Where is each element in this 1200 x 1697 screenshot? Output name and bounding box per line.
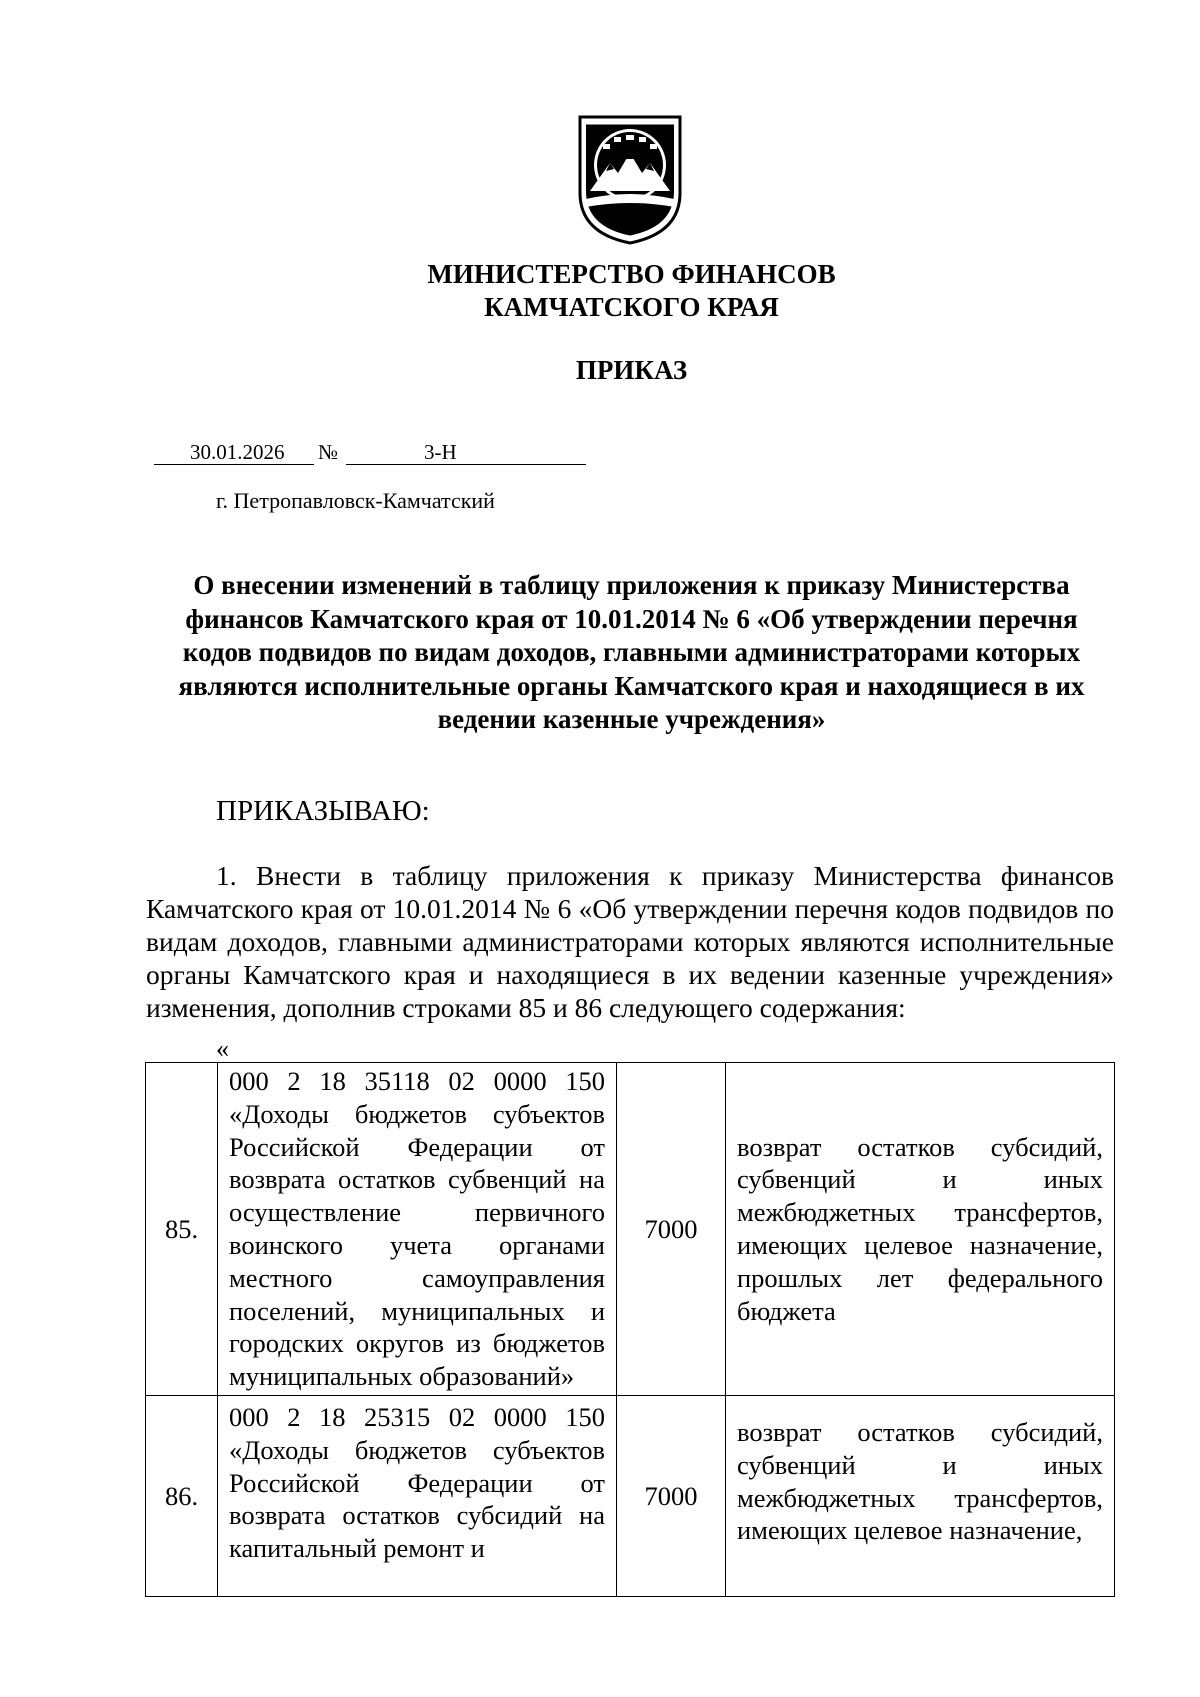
table-row	[146, 1395, 1115, 1596]
decree-word: ПРИКАЗЫВАЮ:	[216, 795, 430, 827]
table-row	[146, 1063, 1115, 1396]
opening-quote: «	[216, 1034, 229, 1063]
order-subject: О внесении изменений в таблицу приложения к приказу Министерства финансов Камчатского края от 10.01.2014 № 6 «Об утверждении перечня кодов подвидов по видам доходов, главными администраторами которых являются исполнительные органы Камчатского края и находящиеся в их ведении казенные учреждения»	[178, 570, 1085, 734]
description-text: возврат остатков субсидий, субвенций и иных межбюджетных трансфертов, имеющих целевое назначение,	[737, 1416, 1103, 1546]
kamchatka-coat-of-arms-icon	[576, 113, 684, 245]
ministry-line-2: КАМЧАТСКОГО КРАЯ	[484, 292, 779, 322]
ministry-header	[0, 258, 1200, 324]
income-codes-table	[145, 1062, 1115, 1597]
doc-type-title: ПРИКАЗ	[575, 355, 688, 385]
income-code-cell	[218, 1395, 617, 1596]
description-cell: возврат остатков субсидий, субвенций и иных межбюджетных трансфертов, имеющих целевое назначение, прошлых лет федерального бюджета	[726, 1063, 1115, 1396]
income-code-text: 000 2 18 25315 02 0000 150 «Доходы бюджетов субъектов Российской Федерации от возврата остатков субсидий на капитальный ремонт и	[229, 1401, 605, 1564]
number-underline	[346, 464, 586, 465]
order-number: 3-Н	[424, 440, 457, 464]
description-cell	[726, 1395, 1115, 1596]
number-sign: №	[318, 440, 339, 464]
row-number: 86.	[146, 1395, 218, 1596]
order-date: 30.01.2026	[190, 440, 285, 464]
administrator-code-cell: 7000	[617, 1063, 726, 1396]
order-city: г. Петропавловск-Камчатский	[216, 488, 495, 513]
row-number: 85.	[146, 1063, 218, 1396]
income-code-cell: 000 2 18 35118 02 0000 150 «Доходы бюджетов субъектов Российской Федерации от возврата остатков субвенций на осуществление первичного воинского учета органами местного самоуправления поселений, муниципальных и городских округов из бюджетов муниципальных образований»	[218, 1063, 617, 1396]
ministry-line-1: МИНИСТЕРСТВО ФИНАНСОВ	[427, 259, 836, 289]
paragraph-1: 1. Внести в таблицу приложения к приказу Министерства финансов Камчатского края от 10.01.2014 № 6 «Об утверждении перечня кодов подвидов по видам доходов, главными администраторами которых являются исполнительные органы Камчатского края и находящиеся в их ведении казенные учреждения» изменения, дополнив строками 85 и 86 следующего содержания:	[146, 860, 1114, 1023]
administrator-code-cell: 7000	[617, 1395, 726, 1596]
